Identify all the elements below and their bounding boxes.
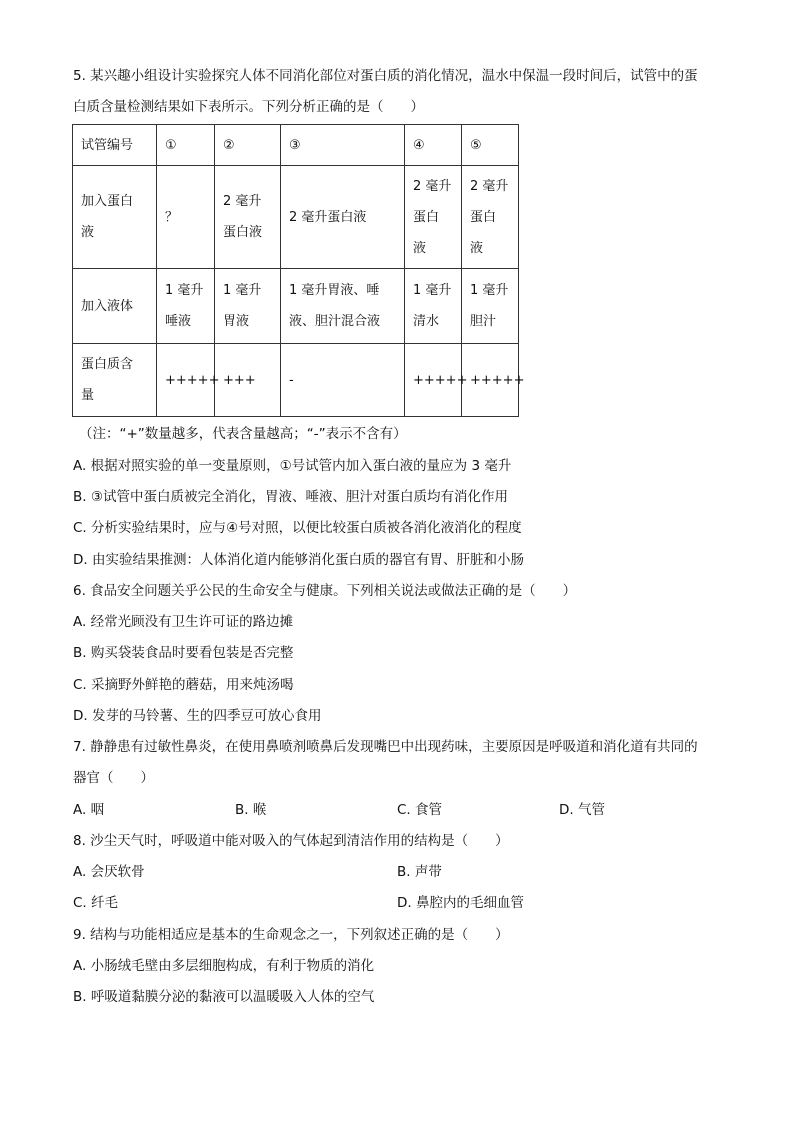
cell-text: 胆汁 bbox=[470, 314, 497, 329]
cell-id-2 bbox=[215, 125, 281, 166]
row-header-protein bbox=[73, 166, 157, 269]
q5-option-b[interactable]: B. ③试管中蛋白质被完全消化，胃液、唾液、胆汁对蛋白质均有消化作用 bbox=[73, 489, 508, 505]
cell-id-5 bbox=[462, 125, 519, 166]
q7-option-a[interactable]: A. 咽 bbox=[73, 802, 105, 818]
cell-liquid-2 bbox=[215, 269, 281, 344]
cell-text: ① bbox=[165, 137, 177, 153]
cell-text: +++++ bbox=[470, 372, 525, 388]
cell-text: 1 毫升 bbox=[470, 283, 509, 298]
cell-protein-5 bbox=[462, 166, 519, 269]
cell-text: ？ bbox=[165, 209, 179, 225]
q6-stem: 6. 食品安全问题关乎公民的生命安全与健康。下列相关说法或做法正确的是（ ） bbox=[73, 583, 577, 599]
q7-option-d[interactable]: D. 气管 bbox=[559, 802, 605, 818]
cell-liquid-3 bbox=[281, 269, 405, 344]
cell-text: 液、胆汁混合液 bbox=[289, 314, 381, 329]
q8-option-b[interactable]: B. 声带 bbox=[397, 864, 442, 880]
cell-liquid-4 bbox=[405, 269, 462, 344]
cell-liquid-5 bbox=[462, 269, 519, 344]
cell-content-5 bbox=[462, 344, 525, 417]
q5-option-a[interactable]: A. 根据对照实验的单一变量原则，①号试管内加入蛋白液的量应为 3 毫升 bbox=[73, 458, 512, 474]
q7-option-b[interactable]: B. 喉 bbox=[235, 802, 267, 818]
cell-text: +++++ bbox=[413, 372, 468, 388]
row-header-text: 液 bbox=[81, 225, 95, 240]
cell-id-4 bbox=[405, 125, 462, 166]
experiment-table bbox=[72, 124, 525, 417]
cell-text: 2 毫升蛋白液 bbox=[289, 209, 367, 225]
cell-text: 液 bbox=[413, 240, 427, 256]
cell-id-3 bbox=[281, 125, 405, 166]
q5-option-c[interactable]: C. 分析实验结果时，应与④号对照，以便比较蛋白质被各消化液消化的程度 bbox=[73, 520, 522, 536]
cell-text: 胃液 bbox=[223, 314, 250, 329]
cell-text: 1 毫升胃液、唾 bbox=[289, 283, 380, 298]
q5-stem-line2: 白质含量检测结果如下表所示。下列分析正确的是（ ） bbox=[73, 99, 424, 115]
q5-stem-line1: 5. 某兴趣小组设计实验探究人体不同消化部位对蛋白质的消化情况，温水中保温一段时间后，试管中的蛋 bbox=[73, 68, 698, 84]
row-header-text: 试管编号 bbox=[81, 137, 134, 153]
q6-option-b[interactable]: B. 购买袋装食品时要看包装是否完整 bbox=[73, 645, 294, 661]
row-header-text: 蛋白质含 bbox=[81, 357, 134, 372]
row-header-text: 加入液体 bbox=[81, 298, 134, 314]
table-row-content bbox=[73, 344, 519, 417]
cell-content-1 bbox=[157, 344, 220, 417]
cell-protein-2 bbox=[215, 166, 281, 269]
cell-text: ⑤ bbox=[470, 137, 482, 153]
q8-option-c[interactable]: C. 纤毛 bbox=[73, 895, 119, 911]
q9-stem: 9. 结构与功能相适应是基本的生命观念之一，下列叙述正确的是（ ） bbox=[73, 927, 509, 943]
table-row-liquid bbox=[73, 269, 519, 344]
q9-option-a[interactable]: A. 小肠绒毛壁由多层细胞构成，有利于物质的消化 bbox=[73, 958, 375, 974]
cell-text: 唾液 bbox=[165, 314, 192, 329]
cell-text: 蛋白 bbox=[470, 209, 497, 225]
q6-option-a[interactable]: A. 经常光顾没有卫生许可证的路边摊 bbox=[73, 614, 294, 630]
cell-content-3 bbox=[281, 344, 405, 417]
row-header-text: 量 bbox=[81, 388, 95, 403]
cell-text: 2 毫升 bbox=[223, 194, 262, 209]
cell-protein-4 bbox=[405, 166, 462, 269]
q8-option-d[interactable]: D. 鼻腔内的毛细血管 bbox=[397, 895, 524, 911]
cell-content-4 bbox=[405, 344, 468, 417]
cell-text: 2 毫升 bbox=[413, 178, 452, 194]
cell-text: 2 毫升 bbox=[470, 178, 509, 194]
q7-stem-line2: 器官（ ） bbox=[73, 770, 154, 786]
cell-protein-1 bbox=[157, 166, 215, 269]
cell-text: +++++ bbox=[165, 372, 220, 388]
cell-text: 1 毫升 bbox=[223, 283, 262, 298]
q8-option-a[interactable]: A. 会厌软骨 bbox=[73, 864, 145, 880]
cell-text: 液 bbox=[470, 240, 484, 256]
cell-text: +++ bbox=[223, 372, 256, 388]
q6-option-c[interactable]: C. 采摘野外鲜艳的蘑菇，用来炖汤喝 bbox=[73, 677, 294, 693]
cell-text: 1 毫升 bbox=[413, 283, 452, 298]
q9-option-b[interactable]: B. 呼吸道黏膜分泌的黏液可以温暖吸入人体的空气 bbox=[73, 989, 375, 1005]
cell-text: ② bbox=[223, 137, 235, 153]
cell-content-2 bbox=[215, 344, 281, 417]
cell-liquid-1 bbox=[157, 269, 215, 344]
q7-option-c[interactable]: C. 食管 bbox=[397, 802, 443, 818]
cell-id-1 bbox=[157, 125, 215, 166]
q7-stem-line1: 7. 静静患有过敏性鼻炎，在使用鼻喷剂喷鼻后发现嘴巴中出现药味，主要原因是呼吸道和消化道有共同的 bbox=[73, 739, 698, 755]
cell-text: ④ bbox=[413, 137, 425, 153]
cell-text: ③ bbox=[289, 137, 301, 153]
q8-stem: 8. 沙尘天气时，呼吸道中能对吸入的气体起到清洁作用的结构是（ ） bbox=[73, 833, 509, 849]
cell-text: - bbox=[289, 372, 294, 388]
row-header-text: 加入蛋白 bbox=[81, 194, 134, 209]
cell-text: 清水 bbox=[413, 314, 440, 329]
cell-text: 蛋白液 bbox=[223, 225, 263, 240]
q5-option-d[interactable]: D. 由实验结果推测：人体消化道内能够消化蛋白质的器官有胃、肝脏和小肠 bbox=[73, 552, 524, 568]
cell-text: 蛋白 bbox=[413, 209, 440, 225]
cell-text: 1 毫升 bbox=[165, 283, 204, 298]
q5-table-note: （注：“+”数量越多，代表含量越高；“-”表示不含有） bbox=[79, 426, 407, 442]
row-header-tube-id bbox=[73, 125, 157, 166]
table-row-tube-id bbox=[73, 125, 519, 166]
q6-option-d[interactable]: D. 发芽的马铃薯、生的四季豆可放心食用 bbox=[73, 708, 322, 724]
row-header-content bbox=[73, 344, 157, 417]
cell-protein-3 bbox=[281, 166, 405, 269]
row-header-liquid bbox=[73, 269, 157, 344]
table-row-protein bbox=[73, 166, 519, 269]
